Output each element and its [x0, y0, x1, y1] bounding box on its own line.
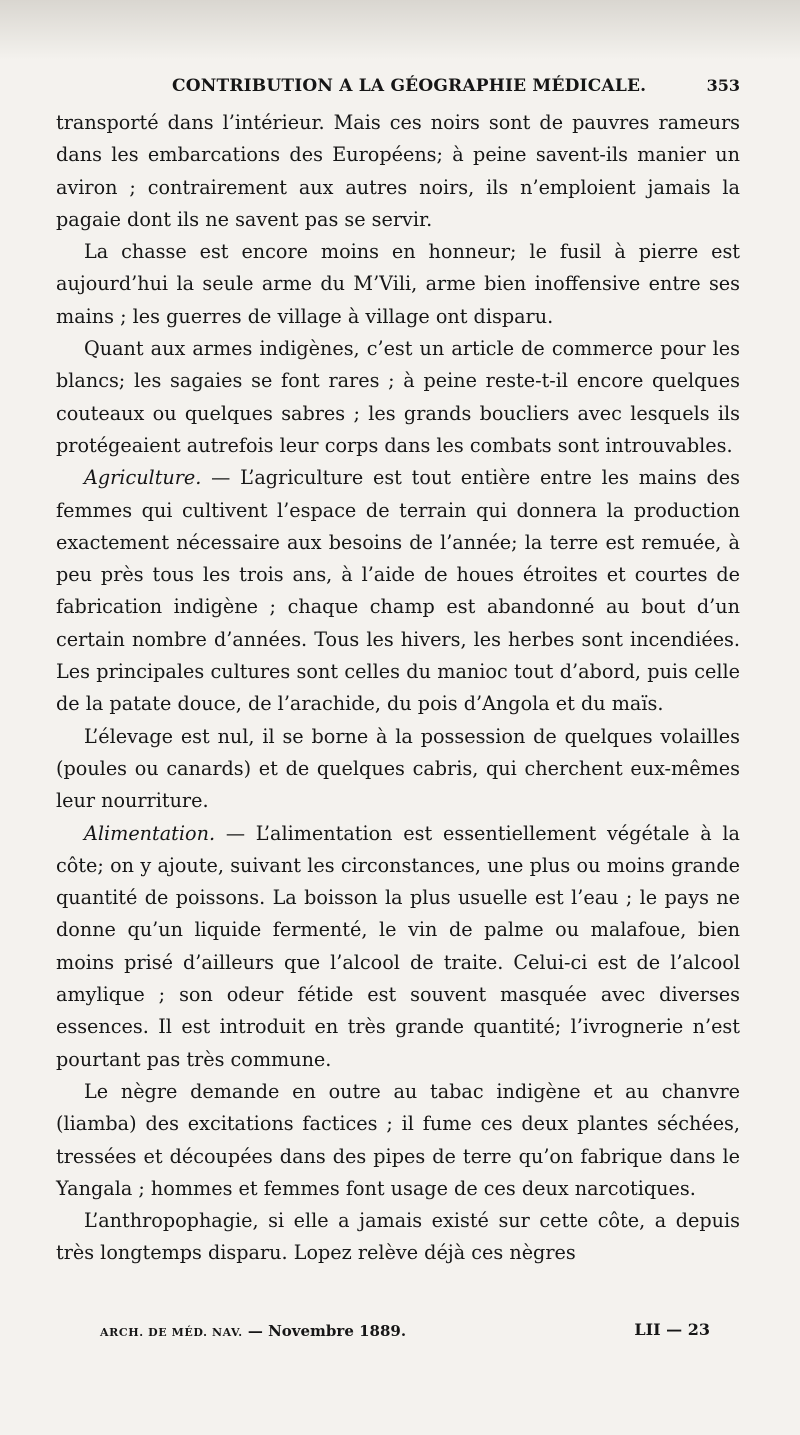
paragraph	[56, 1076, 740, 1205]
paragraph-text: Le nègre demande en outre au tabac indigène et au chanvre (liamba) des excitations factices ; il fume ces deux plantes séchées, tressées et découpées dans des pipes de terre qu’on fabrique dans le Yangala ; hommes et femmes font usage de ces deux narcotiques.	[56, 1079, 740, 1200]
footer-citation	[100, 1322, 406, 1340]
paragraph-text: L’anthropophagie, si elle a jamais existé sur cette côte, a depuis très longtemps disparu. Lopez relève déjà ces nègres	[56, 1209, 740, 1265]
paragraph	[56, 1205, 740, 1270]
section-heading-alimentation: Alimentation.	[84, 821, 216, 845]
section-heading-agriculture: Agriculture.	[84, 466, 202, 490]
running-head-title: CONTRIBUTION A LA GÉOGRAPHIE MÉDICALE.	[172, 76, 647, 96]
paragraph	[56, 333, 740, 462]
paragraph-text: — L’alimentation est essentiellement végétale à la côte; on y ajoute, suivant les circonstances, une plus ou moins grande quantité de poissons. La boisson la plus usuelle est l’eau ; le pays ne donne qu’un liquide fermenté, le vin de palme ou malafoue, bien moins prisé d’ailleurs que l’alcool de traite. Celui-ci est de l’alcool amylique ; son odeur fétide est souvent masquée avec diverses essences. Il est introduit en très grande quantité; l’ivrognerie n’est pourtant pas très commune.	[56, 821, 740, 1071]
paragraph-text: transporté dans l’intérieur. Mais ces noirs sont de pauvres rameurs dans les embarcations des Européens; à peine savent-ils manier un aviron ; contrairement aux autres noirs, ils n’emploient jamais la pagaie dont ils ne savent pas se servir.	[56, 111, 740, 231]
running-head	[52, 76, 740, 100]
paragraph-text: L’élevage est nul, il se borne à la possession de quelques volailles (poules ou canards) et de quelques cabris, qui cherchent eux-mêmes leur nourriture.	[56, 724, 740, 813]
body-text	[56, 107, 740, 1270]
footer-signature: LII — 23	[634, 1320, 710, 1339]
paragraph	[56, 721, 740, 818]
page-edge-shadow	[0, 0, 800, 60]
paragraph-text: Quant aux armes indigènes, c’est un article de commerce pour les blancs; les sagaies se font rares ; à peine reste-t-il encore quelques couteaux ou quelques sabres ; les grands boucliers avec lesquels ils protégeaient autrefois leur corps dans les combats sont introuvables.	[56, 337, 740, 457]
paragraph-text: La chasse est encore moins en honneur; le fusil à pierre est aujourd’hui la seule arme du M’Vili, arme bien inoffensive entre ses mains ; les guerres de village à village ont disparu.	[56, 240, 740, 328]
page-footer	[100, 1320, 710, 1346]
paragraph	[56, 462, 740, 720]
footer-journal: ARCH. DE MÉD. NAV.	[100, 1326, 243, 1339]
paragraph-text: — L’agriculture est tout entière entre les mains des femmes qui cultivent l’espace de terrain qui donnera la production exactement nécessaire aux besoins de l’année; la terre est remuée, à peu près tous les trois ans, à l’aide de houes étroites et courtes de fabrication indigène ; chaque champ est abandonné au bout d’un certain nombre d’années. Tous les hivers, les herbes sont incendiées. Les principales cultures sont celles du manioc tout d’abord, puis celle de la patate douce, de l’arachide, du pois d’Angola et du maïs.	[56, 466, 740, 716]
paragraph	[56, 818, 740, 1076]
paragraph	[56, 107, 740, 236]
page-number: 353	[706, 76, 740, 95]
paragraph	[56, 236, 740, 333]
footer-date: — Novembre 1889.	[242, 1322, 407, 1340]
